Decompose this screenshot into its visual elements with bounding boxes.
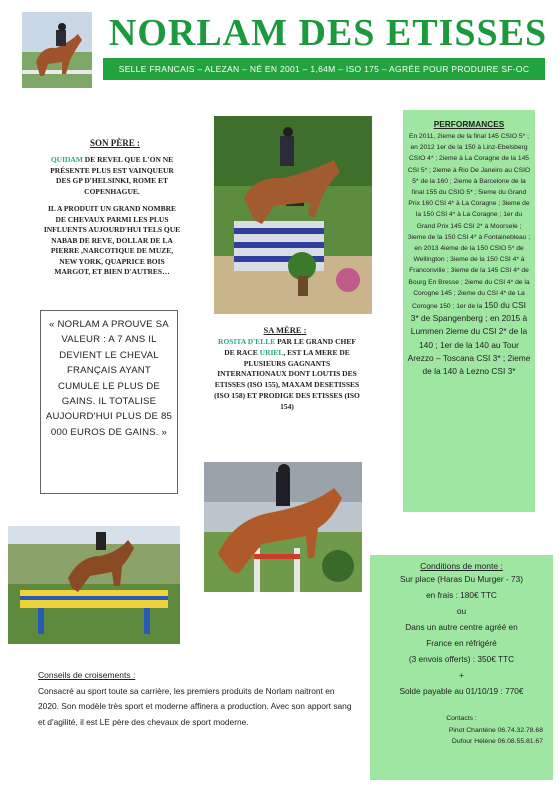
conditions-line: France en réfrigéré bbox=[426, 638, 497, 648]
father-intro bbox=[42, 155, 182, 197]
conditions-box bbox=[370, 555, 553, 780]
conditions-line: Sur place (Haras Du Murger - 73) bbox=[399, 574, 524, 584]
subtitle-bar: SELLE FRANCAIS – ALEZAN – NÉ EN 2001 – 1,64M – ISO 175 – AGRÉE POUR PRODUIRE SF-OC bbox=[103, 58, 545, 80]
father-intro-text: DE REVEL QUE L'ON NE PRÉSENTE PLUS EST VAINQUEUR DES GP D'HELSINKI, ROME ET COPENHAGUE. bbox=[50, 155, 174, 196]
jumping-photo-top bbox=[214, 116, 372, 314]
performances-heading: PERFORMANCES bbox=[433, 119, 505, 129]
conditions-heading: Conditions de monte : bbox=[420, 561, 503, 571]
performances-text-small: En 2011, 2ieme de la final 145 CSIO 5* ; en 2012 1er de la 150 à Linz-Ebelsberg CSIO 4* ; 2ieme à La Coragne de la 145 CSI 5* ; 2ieme à Rio De Janeiro au CSIO 5* de la 160 ; 2ieme à Barcelone de la final 155 du CSIO 5* ; 5ieme du Grand Prix 160 CSI 4* à La Coragne ; 3ieme de la 150 CSI 4* à La Coragne ; 1er du Grand Prix 145 CSI 2* à Moorsele ; 3ieme de la 150 CSI 4* à Fontainebleau ; en 2013 4ieme de la 150 CSIO 5* de Wellington ; 3ieme de la 150 CSI 4* à Franconville ; 3ieme de la 145 CSI 4* de Bourg En Bresse ; 2ieme du CSI 4* de la Corogne 145 ; 2ieme du CSI 4* de La Corogne 150 ; 1er de la bbox=[407, 133, 531, 311]
jumping-photo-bottom bbox=[8, 526, 180, 644]
contacts-heading: Contacts : bbox=[446, 715, 477, 722]
crossing-text: Consacré au sport toute sa carrière, les premiers produits de Norlam naitront en 2020. Son modèle très sport et moderne affinera a production. Avec son apport sang et d'agilité, il est LE père des chevaux de sport moderne. bbox=[38, 686, 352, 727]
quote-text: « NORLAM A PROUVE SA VALEUR : A 7 ANS IL DEVIENT LE CHEVAL FRANÇAIS AYANT CUMULE LE PLUS DE GAINS. IL TOTALISE AUJOURD'HUI PLUS DE 85 000 EUROS DE GAINS. » bbox=[45, 319, 173, 438]
father-heading: SON PÈRE : bbox=[89, 138, 140, 148]
conditions-line: + bbox=[459, 670, 464, 680]
conditions-line: en frais : 180€ TTC bbox=[426, 590, 497, 600]
mother-name: ROSITA D'ELLE bbox=[218, 337, 276, 346]
jumping-photo-middle bbox=[204, 462, 362, 592]
conditions-line: Dans un autre centre agréé en bbox=[405, 622, 518, 632]
mother-text-b: , EST LA MERE DE PLUSIEURS GAGNANTS INTERNATIONAUX DONT LOUTIS DES ETISSES (ISO 155), MAXAM DESETISSES (ISO 158) ET PRODIGE DES ETISSES (ISO 154) bbox=[214, 347, 360, 411]
conditions-line: ou bbox=[456, 606, 467, 616]
mother-heading: SA MÈRE : bbox=[263, 325, 307, 335]
crossing-advice bbox=[18, 663, 358, 778]
page-title: NORLAM DES ETISSES bbox=[108, 12, 548, 54]
father-name: QUIDAM bbox=[50, 155, 83, 164]
performances-text bbox=[403, 129, 535, 378]
performances-text-big: 150 du CSI 3* de Spangenberg ; en 2015 à Lummen 2ieme du CSI 2* de la 140 ; 1er de la 140 au Tour Arezzo – Toscana CSI 3* ; 2ieme de la 140 à Lezno CSI 3* bbox=[407, 300, 531, 377]
father-offspring: IL A PRODUIT UN GRAND NOMBRE DE CHEVAUX PARMI LES PLUS INFLUENTS AUJOURD'HUI TELS QUE NABAB DE REVE, DOLLAR DE LA PIERRE ,NARCOTIQUE DE MUZE, NEW YORK, QUAPRICE BOIS MARGOT, ET BIEN D'AUTRES… bbox=[43, 204, 181, 276]
crossing-heading: Conseils de croisements : bbox=[38, 670, 136, 680]
mother-text-a: PAR LE GRAND CHEF DE RACE bbox=[224, 337, 356, 357]
conditions-line: Solde payable au 01/10/19 : 770€ bbox=[399, 686, 524, 696]
performances-box bbox=[403, 110, 535, 512]
conditions-line: (3 envois offerts) : 350€ TTC bbox=[408, 654, 515, 664]
logo-horse-photo bbox=[22, 12, 92, 88]
mother-sire: URIEL bbox=[259, 347, 284, 357]
contact-line: Dufour Hélène 06.08.55.81.67 bbox=[451, 738, 543, 745]
contact-line: Pinot Chantène 06.74.32.78.68 bbox=[448, 726, 543, 734]
quote-box bbox=[40, 310, 178, 494]
mother-text bbox=[214, 337, 360, 413]
